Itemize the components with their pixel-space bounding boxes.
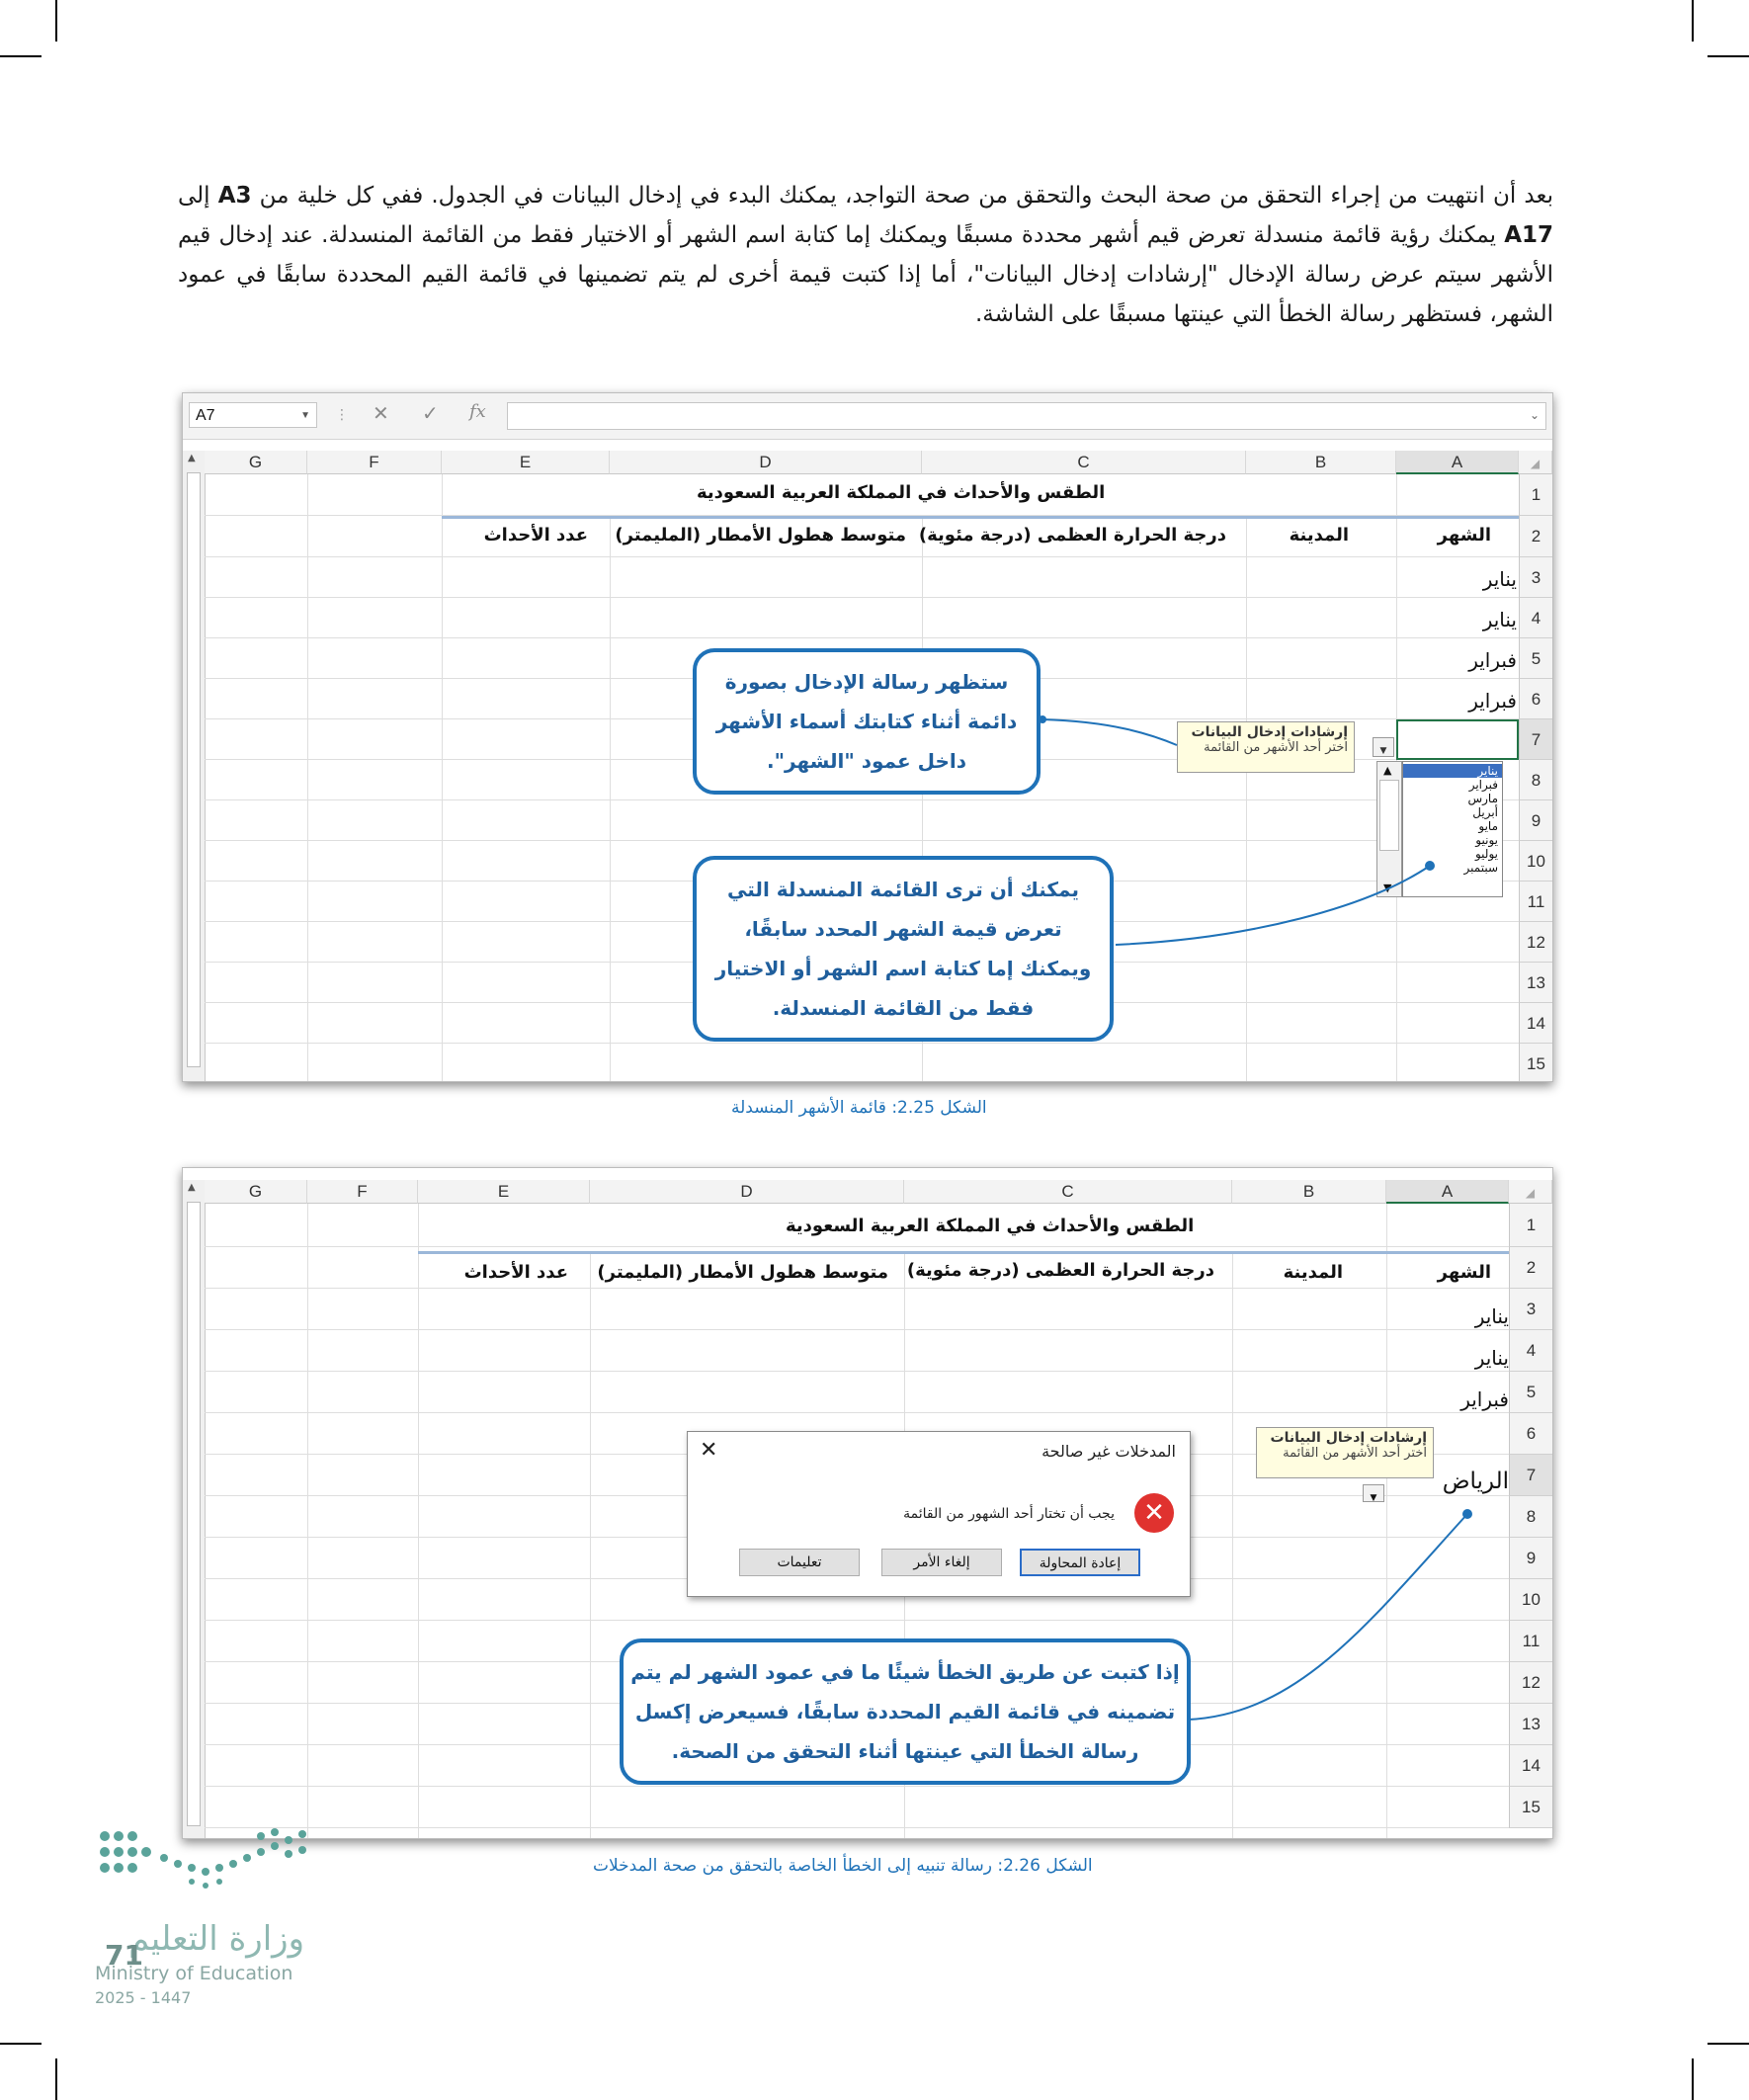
chevron-down-icon: ▼ xyxy=(1379,746,1387,756)
figure-1-caption: الشكل 2.25: قائمة الأشهر المنسدلة xyxy=(731,1098,987,1118)
table-title: الطقس والأحداث في المملكة العربية السعودية xyxy=(697,482,1106,503)
select-all-icon: ◢ xyxy=(1530,457,1541,470)
f1-row-header[interactable]: 2 xyxy=(1519,516,1552,557)
f1-row-header[interactable]: 8 xyxy=(1519,760,1552,800)
cell-a5[interactable]: فبراير xyxy=(1460,1387,1509,1411)
column-header-b[interactable]: B xyxy=(1246,451,1396,474)
header-month: الشهر xyxy=(1437,525,1491,546)
dropdown-option[interactable]: أبريل xyxy=(1472,805,1498,819)
f2-row-header[interactable]: 8 xyxy=(1509,1496,1552,1538)
f2-row-header[interactable]: 7 xyxy=(1509,1455,1552,1496)
column-header-f[interactable]: F xyxy=(307,1180,418,1204)
scroll-down-icon[interactable]: ▼ xyxy=(1383,882,1392,894)
chevron-down-icon: ▼ xyxy=(1370,1493,1377,1503)
column-header-c[interactable]: C xyxy=(922,451,1246,474)
header-city: المدينة xyxy=(1289,525,1349,546)
chevron-down-icon: ⌄ xyxy=(1529,408,1540,422)
dropdown-option[interactable]: فبراير xyxy=(1468,778,1498,792)
f1-row-header[interactable]: 12 xyxy=(1519,922,1552,963)
f2-row-header[interactable]: 3 xyxy=(1509,1289,1552,1330)
help-button[interactable]: تعليمات xyxy=(739,1549,860,1576)
column-header-e[interactable]: E xyxy=(418,1180,590,1204)
header-city: المدينة xyxy=(1283,1262,1343,1283)
dropdown-option[interactable]: يوليو xyxy=(1474,847,1498,861)
function-icon[interactable]: fx xyxy=(469,401,486,422)
input-message-tooltip: إرشادات إدخال البيانات اختر أحد الأشهر من القائمة xyxy=(1177,721,1355,773)
f1-row-header[interactable]: 9 xyxy=(1519,800,1552,841)
column-header-e[interactable]: E xyxy=(442,451,610,474)
close-icon[interactable]: ✕ xyxy=(700,1438,718,1463)
f2-row-header[interactable]: 2 xyxy=(1509,1247,1552,1289)
f1-row-header[interactable]: 13 xyxy=(1519,963,1552,1003)
crop-mark xyxy=(1707,55,1749,57)
f2-row-header[interactable]: 6 xyxy=(1509,1413,1552,1455)
error-icon: ✕ xyxy=(1134,1493,1174,1533)
page-number: 71 xyxy=(105,1939,143,1972)
column-header-f[interactable]: F xyxy=(307,451,442,474)
header-events: عدد الأحداث xyxy=(483,525,588,546)
callout-error-message: إذا كتبت عن طريق الخطأ شيئًا ما في عمود الشهر لم يتم تضمينه في قائمة القيم المحددة سابقًا، فسيعرض إكسل رسالة الخطأ التي عينتها أثناء التحقق من الصحة. xyxy=(620,1638,1191,1785)
ministry-name-ar: وزارة التعليم xyxy=(128,1919,304,1959)
dropdown-option[interactable]: يونيو xyxy=(1475,833,1498,847)
dropdown-option[interactable]: مارس xyxy=(1467,792,1498,805)
column-header-c[interactable]: C xyxy=(904,1180,1232,1204)
f2-row-header[interactable]: 1 xyxy=(1509,1204,1552,1247)
dropdown-option[interactable]: سبتمبر xyxy=(1463,861,1498,875)
ministry-name-en: Ministry of Education xyxy=(95,1963,293,1984)
ministry-logo-icon xyxy=(95,1824,312,1893)
dialog-message: يجب أن تختار أحد الشهور من القائمة xyxy=(903,1506,1115,1522)
cell-a7-invalid[interactable]: الرياض xyxy=(1442,1469,1509,1494)
f2-row-header[interactable]: 4 xyxy=(1509,1330,1552,1372)
cell-a3[interactable]: يناير xyxy=(1474,1304,1509,1328)
header-events: عدد الأحداث xyxy=(463,1262,568,1283)
crop-mark xyxy=(1707,2043,1749,2045)
scroll-up-icon[interactable]: ▲ xyxy=(1383,764,1392,777)
column-header-g[interactable]: G xyxy=(205,1180,307,1204)
dropdown-option[interactable]: مايو xyxy=(1478,819,1498,833)
figure-2-screenshot xyxy=(182,1167,1553,1839)
chevron-down-icon: ▼ xyxy=(300,410,310,421)
f2-row-header[interactable]: 5 xyxy=(1509,1372,1552,1413)
ministry-logo xyxy=(95,1824,312,2007)
enter-icon[interactable]: ✓ xyxy=(422,401,439,425)
f2-row-header[interactable]: 15 xyxy=(1509,1787,1552,1828)
cancel-icon[interactable]: ✕ xyxy=(373,401,389,425)
f1-row-header[interactable]: 7 xyxy=(1519,719,1552,760)
column-header-d[interactable]: D xyxy=(590,1180,904,1204)
column-header-a[interactable]: A xyxy=(1386,1180,1509,1204)
crop-mark xyxy=(0,55,42,57)
column-header-d[interactable]: D xyxy=(610,451,922,474)
cell-ref: A3 xyxy=(217,183,252,209)
header-rain: متوسط هطول الأمطار (المليمتر) xyxy=(597,1262,888,1283)
dialog-title: المدخلات غير صالحة xyxy=(1041,1442,1176,1461)
f2-row-header[interactable]: 14 xyxy=(1509,1745,1552,1787)
header-rain: متوسط هطول الأمطار (المليمتر) xyxy=(615,525,906,546)
intro-paragraph: بعد أن انتهيت من إجراء التحقق من صحة البحث والتحقق من صحة التواجد، يمكنك البدء في إدخال البيانات في الجدول. ففي كل خلية من A3 إلى A17 يمكنك رؤية قائمة منسدلة تعرض قيم أشهر محددة مسبقًا ويمكنك إما كتابة اسم الشهر أو الاختيار فقط من القائمة المنسدلة. عند إدخال قيم الأشهر سيتم عرض رسالة الإدخال "إرشادات إدخال البيانات"، أما إذا كتبت قيمة أخرى لم يتم تضمينها في قائمة القيم المحددة سابقًا في عمود الشهر، فستظهر رسالة الخطأ التي عينتها مسبقًا على الشاشة. xyxy=(178,183,1553,327)
input-message-tooltip: إرشادات إدخال البيانات اختر أحد الأشهر من القائمة xyxy=(1256,1427,1434,1478)
header-max-temp: درجة الحرارة العظمى (درجة مئوية) xyxy=(906,1260,1214,1281)
retry-button[interactable]: إعادة المحاولة xyxy=(1020,1549,1140,1576)
scroll-up-icon[interactable]: ▲ xyxy=(188,1182,196,1193)
cancel-button[interactable]: إلغاء الأمر xyxy=(881,1549,1002,1576)
dropdown-option[interactable]: يناير xyxy=(1403,764,1502,778)
year-label: 2025 - 1447 xyxy=(95,1988,192,2007)
cell-a4[interactable]: يناير xyxy=(1482,608,1517,631)
f2-row-header[interactable]: 12 xyxy=(1509,1662,1552,1704)
crop-mark xyxy=(1692,0,1694,42)
select-all-icon: ◢ xyxy=(1525,1186,1536,1200)
header-max-temp: درجة الحرارة العظمى (درجة مئوية) xyxy=(918,525,1226,546)
crop-mark xyxy=(55,0,57,42)
cell-a5[interactable]: فبراير xyxy=(1468,648,1517,672)
cell-a3[interactable]: يناير xyxy=(1482,567,1517,591)
f1-row-header[interactable]: 6 xyxy=(1519,679,1552,719)
cell-a4[interactable]: يناير xyxy=(1474,1346,1509,1370)
cell-ref: A17 xyxy=(1504,222,1553,248)
f1-row-header[interactable]: 14 xyxy=(1519,1003,1552,1044)
figure-2-caption: الشكل 2.26: رسالة تنبيه إلى الخطأ الخاصة بالتحقق من صحة المدخلات xyxy=(593,1856,1093,1876)
f1-row-header[interactable]: 1 xyxy=(1519,474,1552,516)
crop-mark xyxy=(0,2043,42,2045)
cell-a6[interactable]: فبراير xyxy=(1468,689,1517,713)
f1-row-header[interactable]: 15 xyxy=(1519,1044,1552,1082)
crop-mark xyxy=(55,2058,57,2100)
crop-mark xyxy=(1692,2058,1694,2100)
header-month: الشهر xyxy=(1437,1262,1491,1283)
f2-row-header[interactable]: 13 xyxy=(1509,1704,1552,1745)
column-header-a[interactable]: A xyxy=(1396,451,1519,474)
f1-row-header[interactable]: 5 xyxy=(1519,638,1552,679)
f2-row-header[interactable]: 9 xyxy=(1509,1538,1552,1579)
callout-input-message: ستظهر رسالة الإدخال بصورة دائمة أثناء كتابتك أسماء الأشهر داخل عمود "الشهر". xyxy=(693,648,1041,795)
f1-row-header[interactable]: 3 xyxy=(1519,557,1552,598)
f2-row-header[interactable]: 10 xyxy=(1509,1579,1552,1621)
callout-dropdown-list: يمكنك أن ترى القائمة المنسدلة التي تعرض قيمة الشهر المحدد سابقًا، ويمكنك إما كتابة اسم الشهر أو الاختيار فقط من القائمة المنسدلة. xyxy=(693,856,1114,1042)
f1-row-header[interactable]: 11 xyxy=(1519,882,1552,922)
table-title: الطقس والأحداث في المملكة العربية السعودية xyxy=(786,1216,1195,1236)
figure-1-screenshot xyxy=(182,392,1553,1082)
separator-icon: ⋮ xyxy=(335,407,349,423)
scroll-up-icon[interactable]: ▲ xyxy=(188,453,196,463)
f1-row-header[interactable]: 10 xyxy=(1519,841,1552,882)
column-header-b[interactable]: B xyxy=(1232,1180,1386,1204)
column-header-g[interactable]: G xyxy=(205,451,307,474)
name-box[interactable]: A7 ▼ xyxy=(189,402,317,428)
f2-row-header[interactable]: 11 xyxy=(1509,1621,1552,1662)
f1-row-header[interactable]: 4 xyxy=(1519,598,1552,638)
